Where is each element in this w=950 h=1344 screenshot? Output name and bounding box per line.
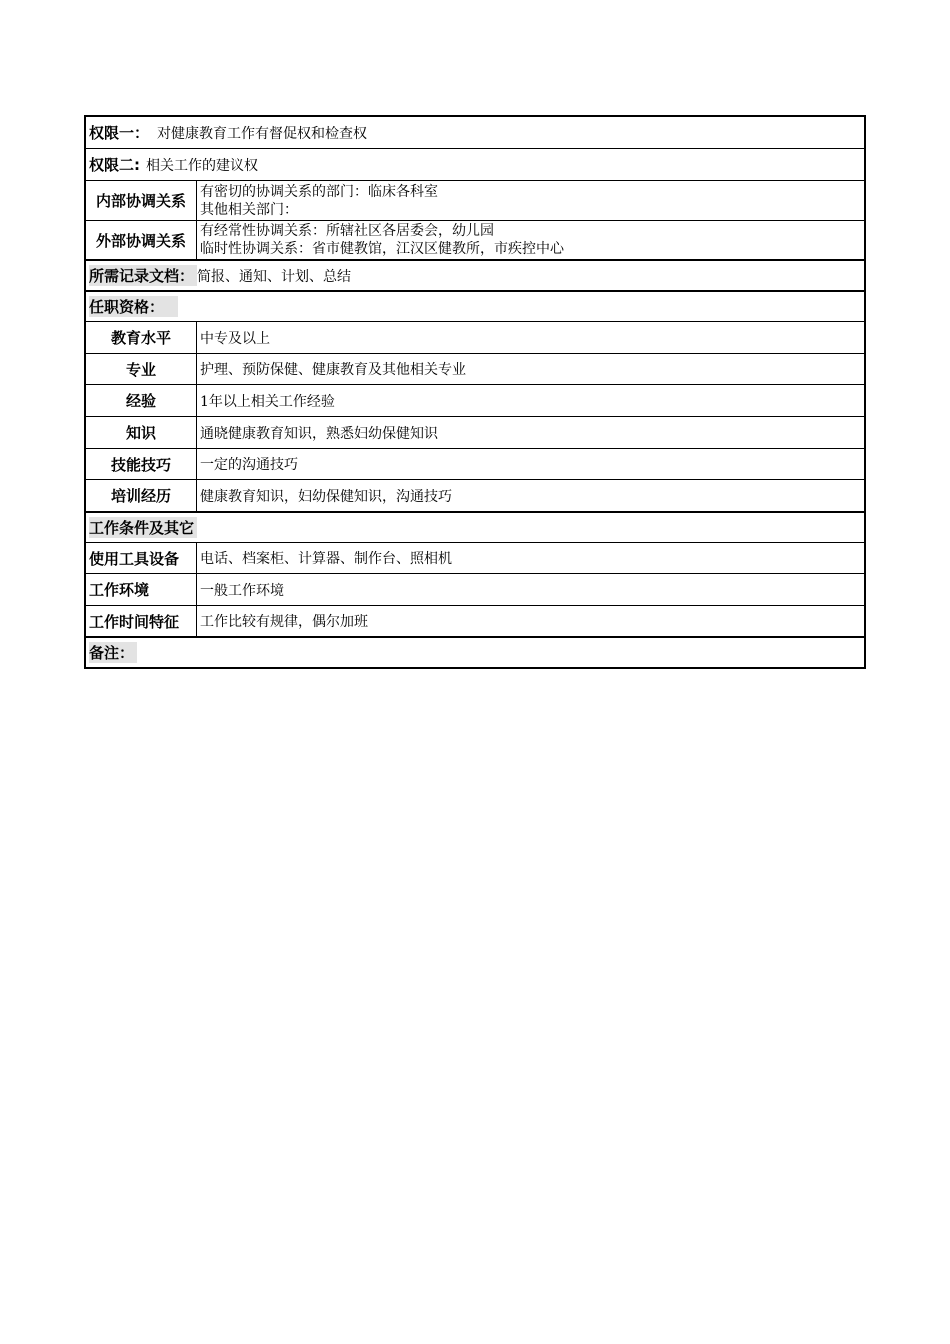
remarks-label-wrap bbox=[86, 638, 137, 667]
internal-relations-line-2: 其他相关部门： bbox=[200, 201, 298, 218]
qualifications-heading-wrap bbox=[86, 292, 178, 321]
internal-relations-value bbox=[197, 181, 864, 220]
condition-label: 工作时间特征 bbox=[86, 606, 197, 636]
remarks-row bbox=[86, 636, 864, 667]
external-relations-value bbox=[197, 221, 864, 259]
external-relations-line-1: 有经常性协调关系：所辖社区各居委会，幼儿园 bbox=[200, 223, 494, 239]
authority-value-2: 相关工作的建议权 bbox=[146, 157, 258, 174]
condition-value: 工作比较有规律，偶尔加班 bbox=[200, 614, 368, 630]
authority-row-2 bbox=[86, 148, 864, 180]
records-label-wrap bbox=[86, 261, 197, 290]
qualification-label: 知识 bbox=[86, 417, 197, 448]
authority-label-2: 权限二: bbox=[89, 156, 140, 174]
condition-label: 工作环境 bbox=[86, 574, 197, 605]
qualification-label: 培训经历 bbox=[86, 480, 197, 511]
condition-row bbox=[86, 542, 864, 573]
qualifications-heading: 任职资格： bbox=[89, 296, 178, 317]
qualifications-heading-row bbox=[86, 290, 864, 321]
qualification-value: 护理、预防保健、健康教育及其他相关专业 bbox=[200, 362, 466, 378]
records-value: 简报、通知、计划、总结 bbox=[197, 268, 352, 285]
internal-relations-row bbox=[86, 180, 864, 220]
authority-label-1: 权限一： bbox=[89, 124, 150, 142]
qualification-label: 经验 bbox=[86, 385, 197, 416]
authority-value-1: 对健康教育工作有督促权和检查权 bbox=[157, 125, 368, 142]
qualification-value: 健康教育知识，妇幼保健知识，沟通技巧 bbox=[200, 488, 452, 505]
condition-value: 一般工作环境 bbox=[200, 582, 284, 599]
job-description-table bbox=[84, 115, 866, 669]
qualification-row bbox=[86, 479, 864, 511]
external-relations-label: 外部协调关系 bbox=[86, 221, 197, 259]
condition-value: 电话、档案柜、计算器、制作台、照相机 bbox=[200, 551, 452, 567]
records-label: 所需记录文档： bbox=[89, 265, 197, 286]
conditions-heading-row bbox=[86, 511, 864, 542]
qualification-row bbox=[86, 353, 864, 384]
qualification-label: 专业 bbox=[86, 354, 197, 384]
internal-relations-label: 内部协调关系 bbox=[86, 181, 197, 220]
conditions-heading: 工作条件及其它 bbox=[89, 517, 197, 538]
qualification-value: 通晓健康教育知识，熟悉妇幼保健知识 bbox=[200, 425, 438, 442]
external-relations-row bbox=[86, 220, 864, 259]
qualification-row bbox=[86, 321, 864, 353]
conditions-heading-wrap bbox=[86, 513, 197, 542]
qualification-row bbox=[86, 384, 864, 416]
remarks-label: 备注： bbox=[89, 642, 137, 663]
condition-label: 使用工具设备 bbox=[86, 543, 197, 573]
qualification-row bbox=[86, 416, 864, 448]
qualification-value: 中专及以上 bbox=[200, 330, 270, 347]
internal-relations-line-1: 有密切的协调关系的部门：临床各科室 bbox=[200, 183, 438, 200]
condition-row bbox=[86, 605, 864, 636]
qualification-row bbox=[86, 448, 864, 479]
external-relations-line-2: 临时性协调关系：省市健教馆，江汉区健教所，市疾控中心 bbox=[200, 241, 564, 257]
qualification-value: 1年以上相关工作经验 bbox=[200, 393, 335, 410]
qualification-label: 教育水平 bbox=[86, 322, 197, 353]
qualification-value: 一定的沟通技巧 bbox=[200, 457, 298, 473]
condition-row bbox=[86, 573, 864, 605]
authority-row-1 bbox=[86, 117, 864, 148]
records-row bbox=[86, 259, 864, 290]
qualification-label: 技能技巧 bbox=[86, 449, 197, 479]
